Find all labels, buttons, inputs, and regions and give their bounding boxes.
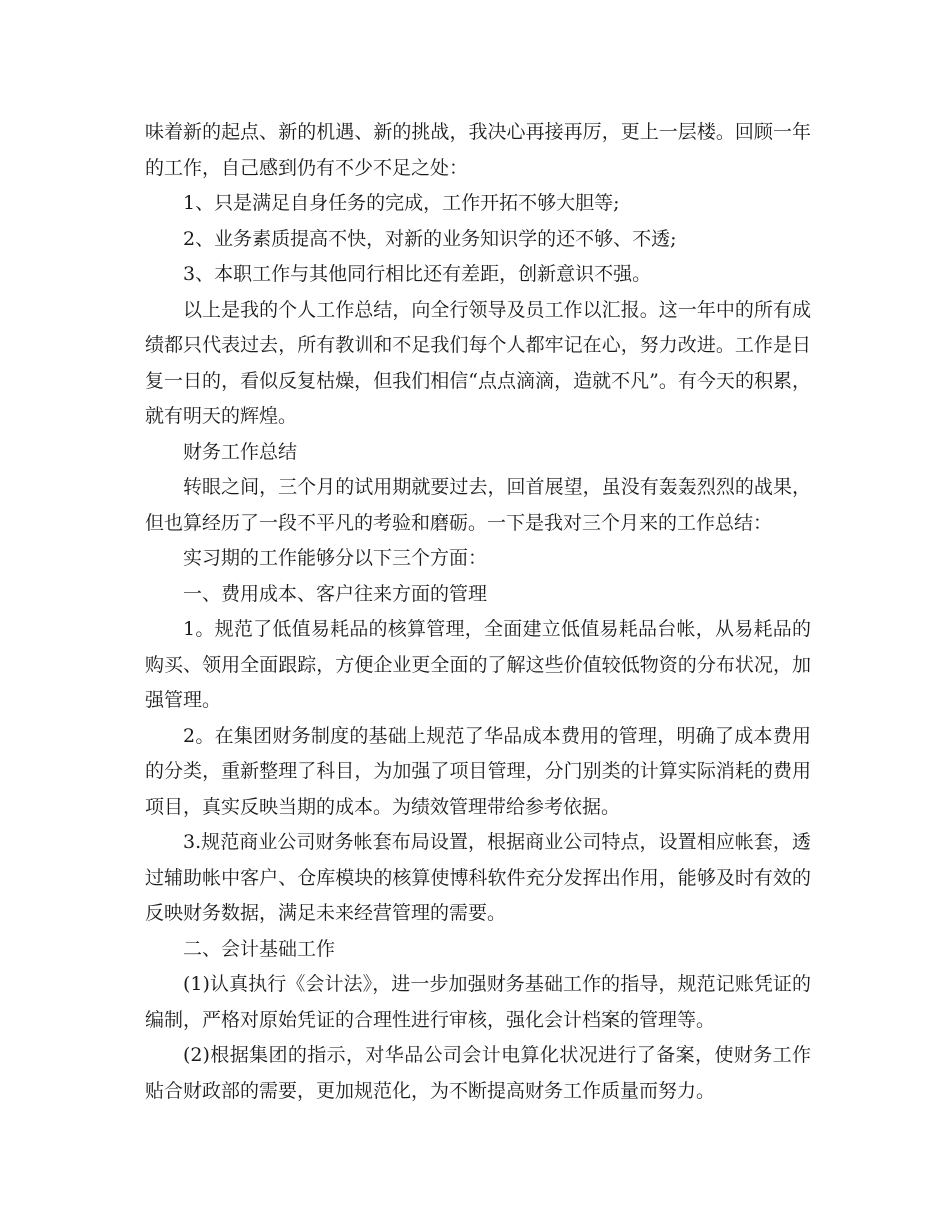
section-heading-cost-management: 一、费用成本、客户往来方面的管理	[183, 582, 488, 605]
paragraph-12: 3.规范商业公司财务帐套布局设置，根据商业公司特点，设置相应帐套，透过辅助帐中客户、仓库模块的核算使博科软件充分发挥出作用，能够及时有效的反映财务数据，满足未来经营管理的需要。	[145, 831, 811, 924]
paragraph-5: 以上是我的个人工作总结，向全行领导及员工作以汇报。这一年中的所有成绩都只代表过去，所有教训和不足我们每个人都牢记在心，努力改进。工作是日复一日的，看似反复枯燥，但我们相信“点点滴滴，造就不凡”。有今天的积累，就有明天的辉煌。	[145, 298, 811, 427]
paragraph-1: 味着新的起点、新的机遇、新的挑战，我决心再接再厉，更上一层楼。回顾一年的工作，自己感到仍有不少不足之处：	[145, 121, 811, 179]
paragraph-3: 2、业务素质提高不快，对新的业务知识学的还不够、不透;	[183, 227, 677, 250]
paragraph-4: 3、本职工作与其他同行相比还有差距，创新意识不强。	[183, 263, 652, 285]
paragraph-15: (2)根据集团的指示，对华品公司会计电算化状况进行了备案，使财务工作贴合财政部的需要，更加规范化，为不断提高财务工作质量而努力。	[145, 1044, 811, 1102]
paragraph-10: 1。规范了低值易耗品的核算管理，全面建立低值易耗品台帐，从易耗品的购买、领用全面跟踪，方便企业更全面的了解这些价值较低物资的分布状况，加强管理。	[145, 618, 811, 711]
document-body	[145, 115, 811, 1109]
section-heading-accounting-basics: 二、会计基础工作	[183, 937, 336, 960]
paragraph-8: 实习期的工作能够分以下三个方面：	[183, 547, 488, 569]
paragraph-14: (1)认真执行《会计法》，进一步加强财务基础工作的指导，规范记账凭证的编制，严格对原始凭证的合理性进行审核，强化会计档案的管理等。	[145, 973, 811, 1031]
paragraph-11: 2。在集团财务制度的基础上规范了华品成本费用的管理，明确了成本费用的分类，重新整理了科目，为加强了项目管理，分门别类的计算实际消耗的费用项目，真实反映当期的成本。为绩效管理带给参考依据。	[145, 724, 811, 818]
section-heading-finance-summary: 财务工作总结	[183, 440, 298, 463]
paragraph-2: 1、只是满足自身任务的完成，工作开拓不够大胆等;	[183, 192, 620, 214]
paragraph-7: 转眼之间，三个月的试用期就要过去，回首展望，虽没有轰轰烈烈的战果，但也算经历了一段不平凡的考验和磨砺。一下是我对三个月来的工作总结：	[145, 476, 811, 534]
